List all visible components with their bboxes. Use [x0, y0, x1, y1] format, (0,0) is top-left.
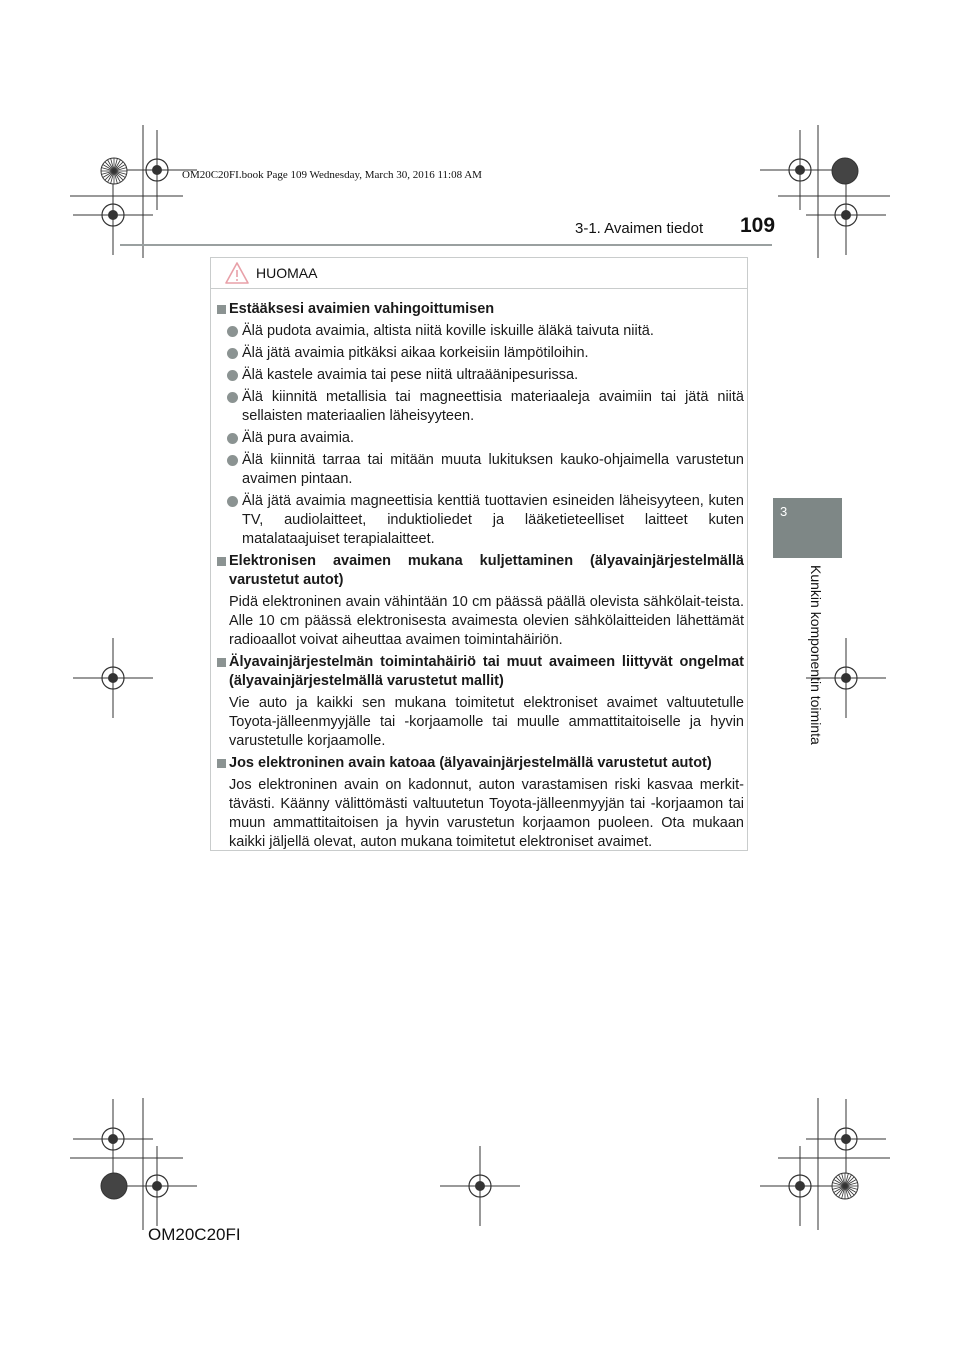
- document-code: OM20C20FI: [148, 1225, 241, 1244]
- list-item: Älä kiinnitä metallisia tai magneettisia materiaaleja avaimiin tai jätä niitä sellaisten materiaalien läheisyyteen.: [217, 388, 744, 426]
- crosshair-mark-icon: [760, 130, 840, 210]
- starburst-mark-icon: [832, 158, 858, 184]
- square-bullet-icon: [217, 759, 226, 768]
- section-paragraph: Vie auto ja kaikki sen mukana toimitetut elektroniset avaimet valtuutetulle Toyota-jälleenmyyjälle tai -korjaamolle tai muulle ammattitaitoiselle ja hyvin varustetulle korjaamolle.: [229, 695, 744, 749]
- page-number: 109: [740, 214, 776, 237]
- section-paragraph: Jos elektroninen avain on kadonnut, auton varastamisen riski kasvaa merkit-tävästi. Käänny välittömästi valtuutetun Toyota-jälleenmyyjän tai -korjaamon tai muun ammattitaitoisen ja hyvin varustetun korjaamon puoleen. Ota mukaan kaikki jäljellä olevat, auton mukana toimitetut elektroniset avaimet.: [229, 777, 744, 850]
- list-item: Älä jätä avaimia magneettisia kenttiä tuottavien esineiden läheisyyteen, kuten TV, audiolaitteet, induktioliedet ja lääketieteelliset laitteet kuten matalataajuiset terapialaitteet.: [217, 492, 744, 549]
- chapter-tab: [773, 498, 842, 558]
- notice-box: [210, 257, 748, 851]
- section-title: 3-1. Avaimen tiedot: [575, 220, 704, 237]
- round-bullet-icon: [227, 433, 238, 444]
- chapter-title: Kunkin komponentin toiminta: [808, 565, 824, 745]
- list-item: Älä kiinnitä tarraa tai mitään muuta lukituksen kauko-ohjaimella varustetun avaimen pintaan.: [217, 451, 744, 489]
- notice-title: HUOMAA: [256, 265, 318, 281]
- square-bullet-icon: [217, 557, 226, 566]
- round-bullet-icon: [227, 326, 238, 337]
- warning-triangle-icon: [224, 261, 250, 285]
- section-paragraph: Pidä elektroninen avain vähintään 10 cm päässä päällä olevista sähkölait-teista. Alle 10 cm päässä elektronisesta avaimesta olevien sähkölaitteiden lähettämät radioaallot voivat aiheuttaa avaimen toimintahäiriön.: [229, 594, 744, 648]
- chapter-number: 3: [780, 504, 788, 519]
- round-bullet-icon: [227, 496, 238, 507]
- round-bullet-icon: [227, 348, 238, 359]
- list-item: Älä pura avaimia.: [217, 429, 744, 448]
- section-heading: Älyavainjärjestelmän toimintahäiriö tai muut avaimeen liittyvät ongelmat (älyavainjärjestelmällä varustetut mallit): [217, 653, 744, 691]
- list-item: Älä pudota avaimia, altista niitä koville iskuille äläkä taivuta niitä.: [217, 322, 744, 341]
- notice-header: [211, 258, 747, 289]
- round-bullet-icon: [227, 370, 238, 381]
- starburst-mark-icon: [832, 1173, 858, 1199]
- square-bullet-icon: [217, 305, 226, 314]
- section-heading: Elektronisen avaimen mukana kuljettaminen (älyavainjärjestelmällä varustetut autot): [217, 552, 744, 590]
- section-heading: Estääksesi avaimien vahingoittumisen: [217, 300, 744, 319]
- notice-body: [217, 300, 744, 855]
- book-info-line: OM20C20FI.book Page 109 Wednesday, March 30, 2016 11:08 AM: [182, 169, 482, 181]
- crosshair-mark-icon: [440, 1146, 520, 1226]
- crosshair-mark-icon: [73, 1099, 153, 1179]
- list-item: Älä kastele avaimia tai pese niitä ultraäänipesurissa.: [217, 366, 744, 385]
- crosshair-mark-icon: [73, 638, 153, 718]
- starburst-mark-icon: [101, 158, 127, 184]
- round-bullet-icon: [227, 455, 238, 466]
- header-rule: [120, 244, 772, 246]
- section-heading: Jos elektroninen avain katoaa (älyavainjärjestelmällä varustetut autot): [217, 754, 744, 773]
- starburst-mark-icon: [101, 1173, 127, 1199]
- crosshair-mark-icon: [73, 175, 153, 255]
- round-bullet-icon: [227, 392, 238, 403]
- list-item: Älä jätä avaimia pitkäksi aikaa korkeisiin lämpötiloihin.: [217, 344, 744, 363]
- square-bullet-icon: [217, 658, 226, 667]
